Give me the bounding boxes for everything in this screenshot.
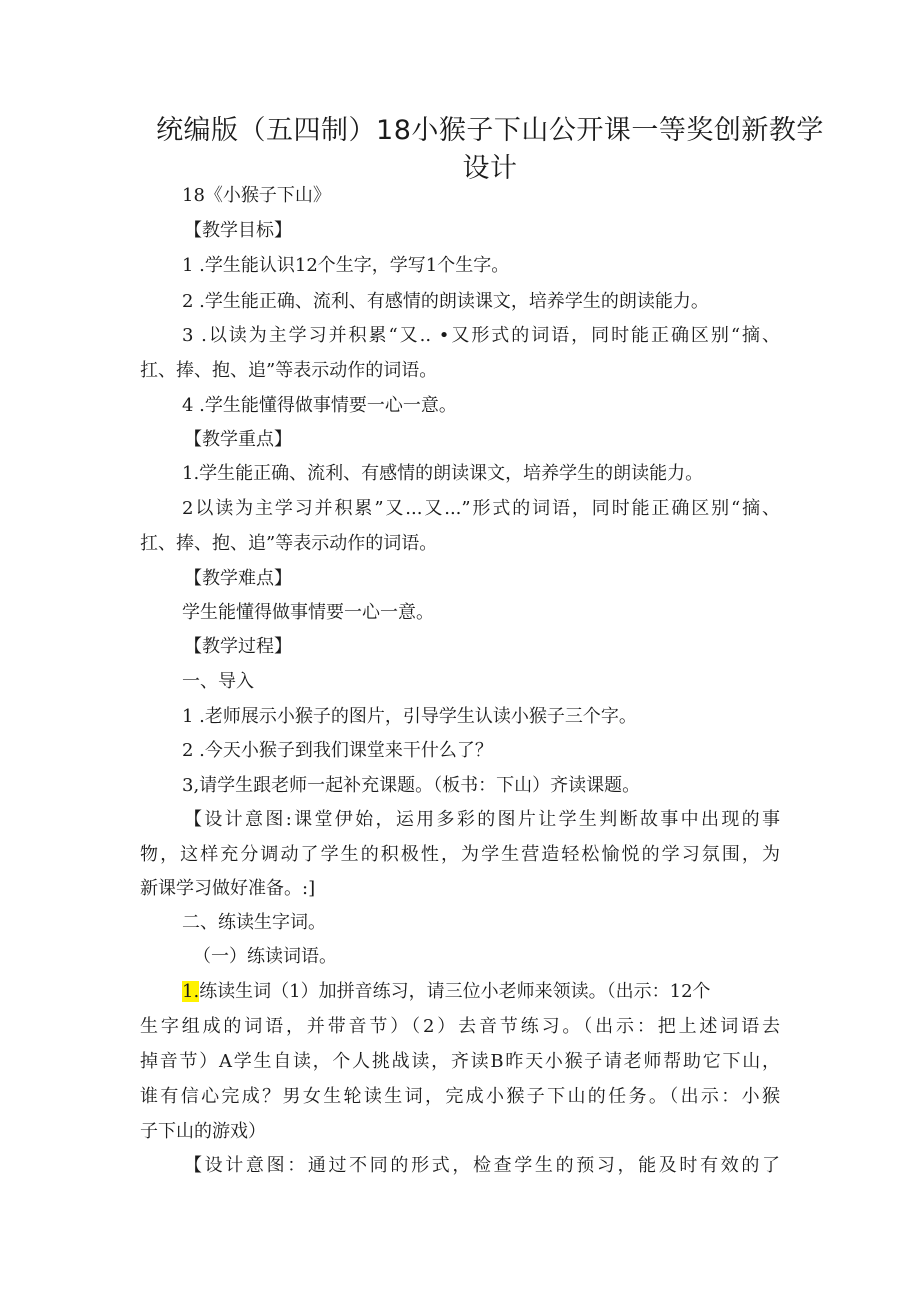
section-heading-goals: 【教学目标】 bbox=[184, 220, 292, 241]
part-heading-intro: 一、导入 bbox=[182, 671, 254, 692]
part-heading-practice: 二、练读生字词。 bbox=[182, 912, 326, 933]
intro-step-1: 1 .老师展示小猴子的图片，引导学生认读小猴子三个字。 bbox=[182, 706, 637, 727]
practice-step-1-line-3: 掉音节）A学生自读，个人挑战读，齐读B昨天小猴子请老师帮助它下山， bbox=[140, 1051, 780, 1072]
design-intent-1-line-1: 【设计意图:课堂伊始，运用多彩的图片让学生判断故事中出现的事 bbox=[184, 809, 780, 830]
design-intent-1-line-2: 物，这样充分调动了学生的积极性，为学生营造轻松愉悦的学习氛围，为 bbox=[140, 844, 780, 865]
difficulty-1: 学生能懂得做事情要一心一意。 bbox=[182, 602, 434, 623]
key-point-1: 1.学生能正确、流利、有感情的朗读课文，培养学生的朗读能力。 bbox=[182, 463, 704, 484]
highlighted-number: 1. bbox=[182, 981, 200, 1002]
title-line-1: 统编版（五四制）18小猴子下山公开课一等奖创新教学 bbox=[156, 115, 824, 146]
goal-item-4: 4 .学生能懂得做事情要一心一意。 bbox=[182, 395, 457, 416]
design-intent-1-line-3: 新课学习做好准备。:] bbox=[140, 878, 316, 899]
goal-item-3-line-1: 3 .以读为主学习并积累“又.. •又形式的词语，同时能正确区别“摘、 bbox=[182, 325, 780, 346]
practice-step-1-text: 练读生词（1）加拼音练习，请三位小老师来领读。（出示：12个 bbox=[199, 981, 711, 1002]
lesson-subtitle: 18《小猴子下山》 bbox=[182, 185, 331, 206]
intro-step-3: 3,请学生跟老师一起补充课题。（板书：下山）齐读课题。 bbox=[182, 775, 641, 796]
title-line-2: 设计 bbox=[462, 153, 518, 184]
goal-item-2: 2 .学生能正确、流利、有感情的朗读课文，培养学生的朗读能力。 bbox=[182, 291, 709, 312]
intro-step-2: 2 .今天小猴子到我们课堂来干什么了？ bbox=[182, 740, 493, 761]
section-heading-difficulties: 【教学难点】 bbox=[184, 568, 292, 589]
practice-step-1-line-1 bbox=[182, 980, 711, 1004]
design-intent-2-line-1: 【设计意图：通过不同的形式，检查学生的预习，能及时有效的了 bbox=[184, 1155, 780, 1176]
practice-step-1-line-2: 生字组成的词语，并带音节）（2）去音节练习。（出示：把上述词语去 bbox=[140, 1016, 780, 1037]
key-point-2-line-2: 扛、捧、抱、追”等表示动作的词语。 bbox=[140, 533, 438, 554]
goal-item-3-line-2: 扛、捧、抱、追”等表示动作的词语。 bbox=[140, 360, 438, 381]
goal-item-1: 1 .学生能认识12个生字，学写1个生字。 bbox=[182, 255, 510, 276]
key-point-2-line-1: 2以读为主学习并积累”又...又...”形式的词语，同时能正确区别“摘、 bbox=[182, 498, 780, 519]
practice-step-1-line-4: 谁有信心完成？男女生轮读生词，完成小猴子下山的任务。（出示：小猴 bbox=[140, 1086, 780, 1107]
practice-step-1-line-5: 子下山的游戏） bbox=[140, 1121, 266, 1142]
document-title bbox=[140, 112, 840, 188]
section-heading-key-points: 【教学重点】 bbox=[184, 429, 292, 450]
sub-heading-word-practice: （一）练读词语。 bbox=[193, 946, 337, 967]
section-heading-process: 【教学过程】 bbox=[184, 636, 292, 657]
